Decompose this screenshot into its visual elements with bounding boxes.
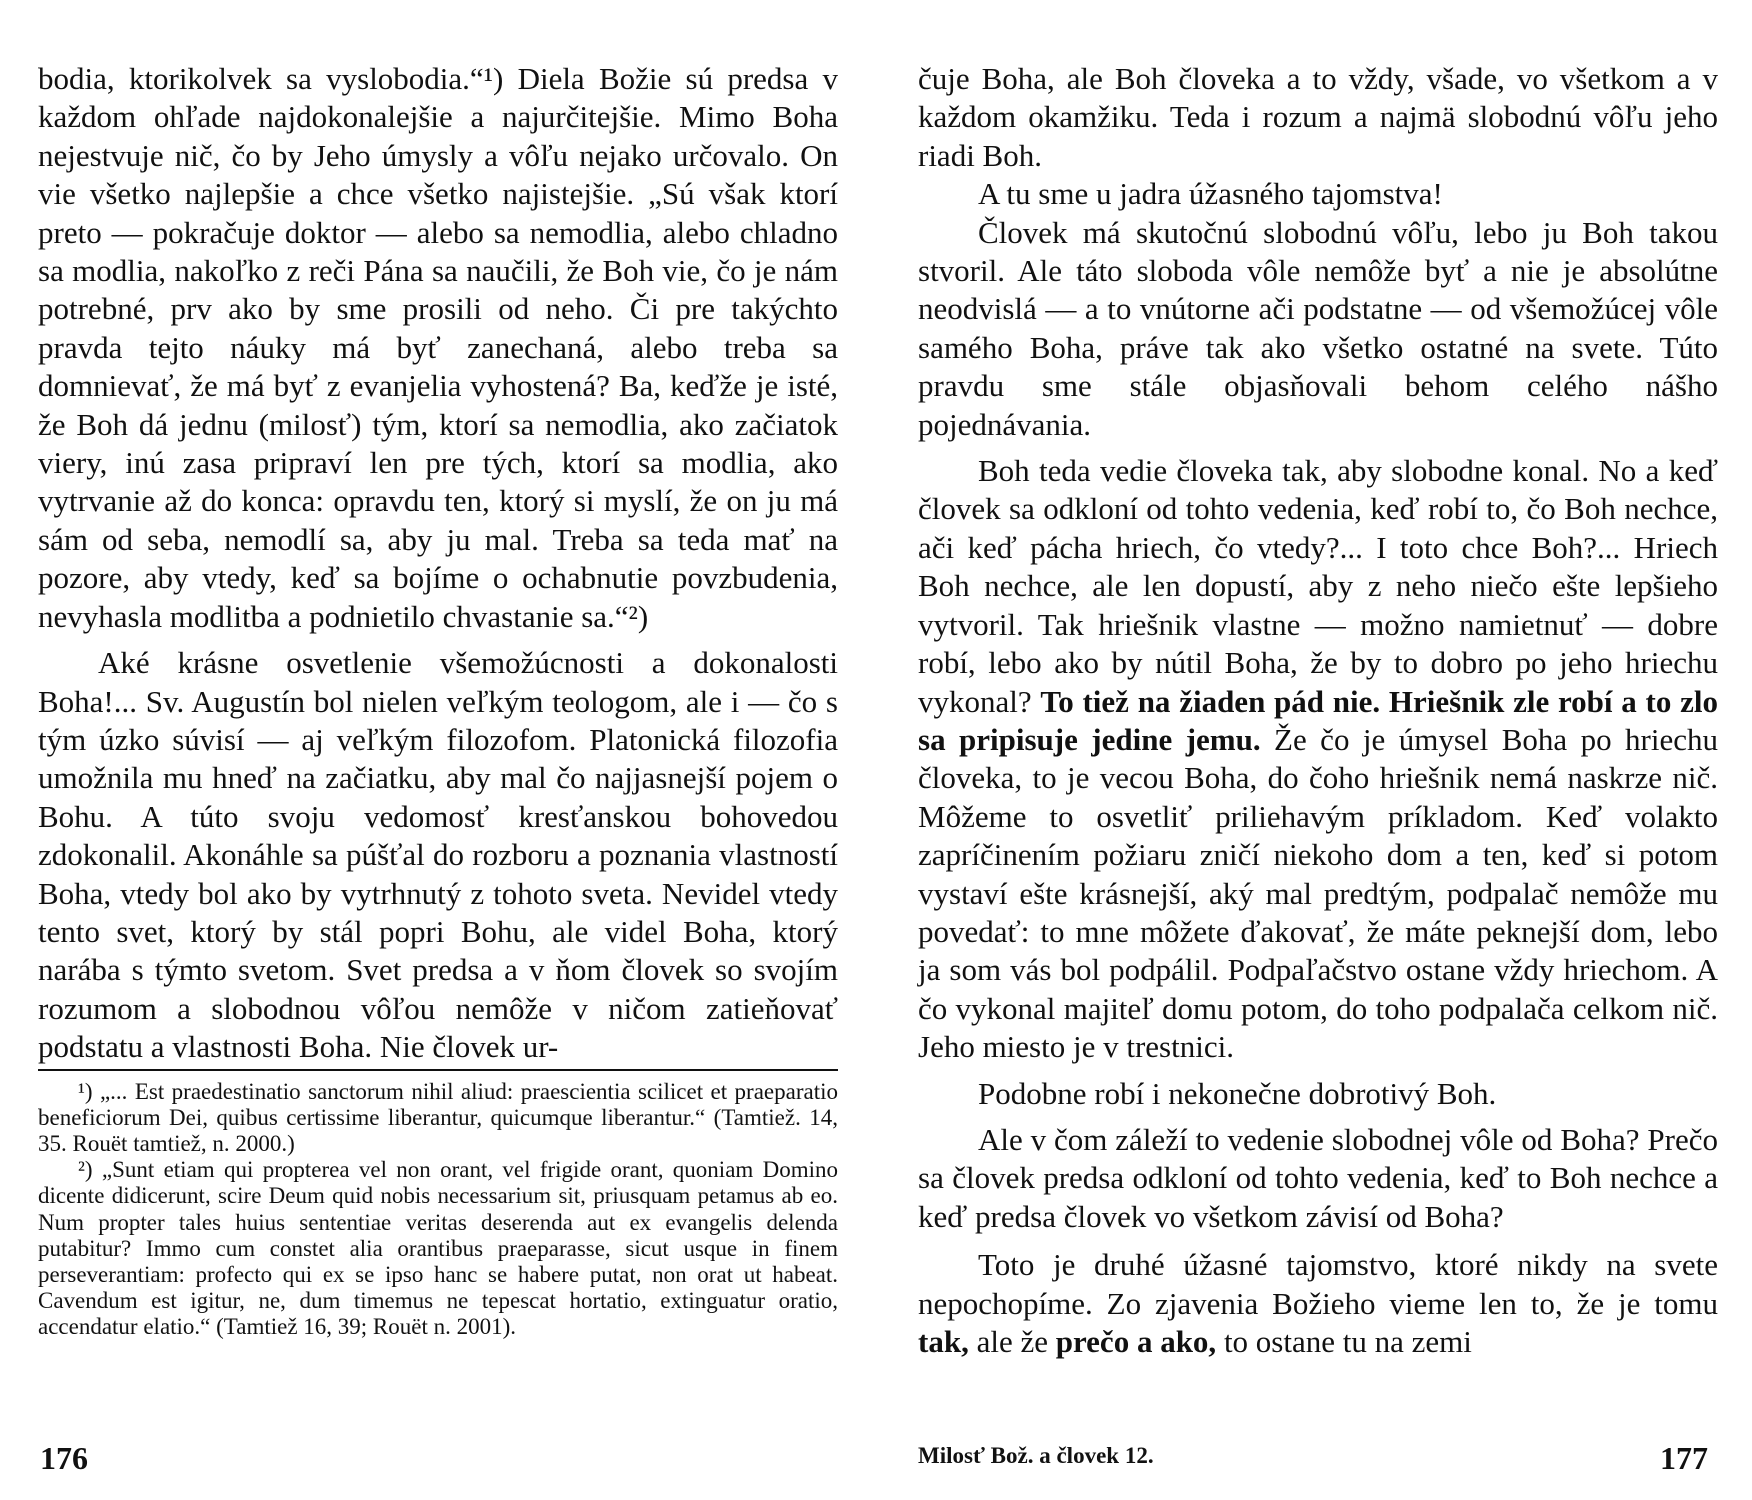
- paragraph-7-bold-2: prečo a ako,: [1055, 1324, 1217, 1359]
- right-paragraph-3: Človek má skutočnú slobodnú vôľu, lebo ju Boh takou stvoril. Ale táto sloboda vôle nemôže byť a nie je absolútne neodvislá — a to vnútorne ači podstatne — od všemožúcej vôle samého Boha, práve tak ako všetko ostatné na svete. Túto pravdu sme stále objasňovali behom celého nášho pojednávania.: [918, 214, 1718, 442]
- footnote-2: ²) „Sunt etiam qui propterea vel non orant, vel frigide orant, quoniam Domino dicente didicerunt, scire Deum quid nobis necessarium sit, priusquam petamus ab eo. Num propter tales huius sententiae veritas deserenda aut ex evangelis delenda putabitur? Immo cum constet alia orantibus praeparasse, sicut usque in finem perseverantiam: profecto qui ex se ipso hanc se habere putat, non orat ut habeat. Cavendum est igitur, ne, dum timemus ne tepescat hortatio, extinguatur oratio, accendatur elatio.“ (Tamtiež 16, 39; Rouët n. 2001).: [38, 1157, 838, 1340]
- right-paragraph-7: [918, 1246, 1718, 1361]
- right-paragraph-4: [918, 452, 1718, 1067]
- left-page-number: 176: [40, 1440, 88, 1476]
- paragraph-4-bold: To tiež na žiaden pád nie. Hriešnik zle robí a to zlo sa pripisuje jedine jemu.: [918, 683, 1718, 757]
- paragraph-4-text-c: Že čo je úmysel Boha po hriechu človeka, to je vecou Boha, do čoho hriešnik nemá naskrze nič. Môžeme to osvetliť priliehavým príkladom. Keď volakto zapríčinením požiaru zničí niekoho dom a ten, keď si potom vystaví ešte krásnejší, aký mal predtým, podpalač nemôže mu povedať: to mne môžete ďakovať, že máte peknejší dom, lebo ja som vás bol podpálil. Podpaľačstvo ostane vždy hriechom. A čo vykonal majiteľ domu potom, do toho podpalača celkom nič. Jeho miesto je v trestnici.: [918, 721, 1718, 1065]
- left-body: [38, 60, 838, 1067]
- paragraph-4-text-a: Boh teda vedie človeka tak, aby slobodne konal. No a keď človek sa odkloní od tohto vedenia, keď robí to, čo Boh nechce, ači keď pácha hriech, čo vtedy?... I toto chce Boh?... Hriech Boh nechce, ale len dopustí, aby z neho niečo ešte lepšieho vytvoril. Tak hriešnik vlastne — možno namietnuť — dobre robí, lebo ako by nútil Boha, že by to dobro po jeho hriechu vykonal?: [918, 453, 1718, 719]
- left-page: [38, 60, 838, 1341]
- right-paragraph-1: čuje Boha, ale Boh človeka a to vždy, všade, vo všetkom a v každom okamžiku. Teda i rozum a najmä slobodnú vôľu jeho riadi Boh.: [918, 61, 1718, 173]
- footnote-1: ¹) „... Est praedestinatio sanctorum nihil aliud: praescientia scilicet et praeparatio beneficiorum Dei, quibus certissime liberantur, quicumque liberantur.“ (Tamtiež. 14, 35. Rouët tamtiež, n. 2000.): [38, 1078, 838, 1156]
- left-paragraph-1: bodia, ktorikolvek sa vyslobodia.“¹) Diela Božie sú predsa v každom ohľade najdokonalejšie a najurčitejšie. Mimo Boha nejestvuje nič, čo by Jeho úmysly a vôľu nejako určovalo. On vie všetko najlepšie a chce všetko najistejšie. „Sú však ktorí preto — pokračuje doktor — alebo sa nemodlia, alebo chladno sa modlia, nakoľko z reči Pána sa naučili, že Boh vie, čo je nám potrebné, prv ako by sme prosili od neho. Či pre takýchto pravda tejto náuky má byť zanechaná, alebo treba sa domnievať, že má byť z evanjelia vyhostená? Ba, keďže je isté, že Boh dá jednu (milosť) tým, ktorí sa nemodlia, ako začiatok viery, inú zasa pripraví len pre tých, ktorí sa modlia, ako vytrvanie až do konca: opravdu ten, ktorý si myslí, že on ju má sám od seba, nemodlí sa, aby ju mal. Treba sa teda mať na pozore, aby vtedy, keď sa bojíme o ochabnutie povzbudenia, nevyhasla modlitba a podnietilo chvastanie sa.“²): [38, 61, 838, 634]
- paragraph-7-text-a: Toto je druhé úžasné tajomstvo, ktoré nikdy na svete nepochopíme. Zo zjavenia Božieho vieme len to, že je tomu: [918, 1247, 1718, 1321]
- footnote-divider: [38, 1069, 838, 1071]
- footnotes: [38, 1079, 838, 1341]
- right-paragraph-2: A tu sme u jadra úžasného tajomstva!: [978, 176, 1443, 212]
- right-page: [918, 60, 1718, 1361]
- left-paragraph-2: Aké krásne osvetlenie všemožúcnosti a dokonalosti Boha!... Sv. Augustín bol nielen veľkým teologom, ale i — čo s tým úzko súvisí — aj veľkým filozofom. Platonická filozofia umožnila mu hneď na začiatku, aby mal čo najjasnejší pojem o Bohu. A túto svoju vedomosť kresťanskou bohovedou zdokonalil. Akonáhle sa púšťal do rozboru a poznania vlastností Boha, vtedy bol ako by vytrhnutý z tohoto sveta. Nevidel vtedy tento svet, ktorý by stál popri Bohu, ale videl Boha, ktorý narába s týmto svetom. Svet predsa a v ňom človek so svojím rozumom a slobodnou vôľou nemôže v ničom zatieňovať podstatu a vlastnosti Boha. Nie človek ur-: [38, 645, 838, 1065]
- signature-mark: Milosť Bož. a človek 12.: [918, 1443, 1154, 1468]
- paragraph-7-text-c: ale že: [968, 1324, 1056, 1359]
- right-body: [918, 60, 1718, 1361]
- right-paragraph-5: Podobne robí i nekonečne dobrotivý Boh.: [978, 1075, 1497, 1111]
- right-page-number: 177: [1660, 1440, 1708, 1476]
- paragraph-7-text-e: to ostane tu na zemi: [1216, 1324, 1472, 1359]
- paragraph-7-bold-1: tak,: [918, 1324, 969, 1359]
- right-paragraph-6: Ale v čom záleží to vedenie slobodnej vôle od Boha? Prečo sa človek predsa odkloní od tohto vedenia, keď to Boh nechce a keď predsa človek vo všetkom závisí od Boha?: [918, 1121, 1718, 1234]
